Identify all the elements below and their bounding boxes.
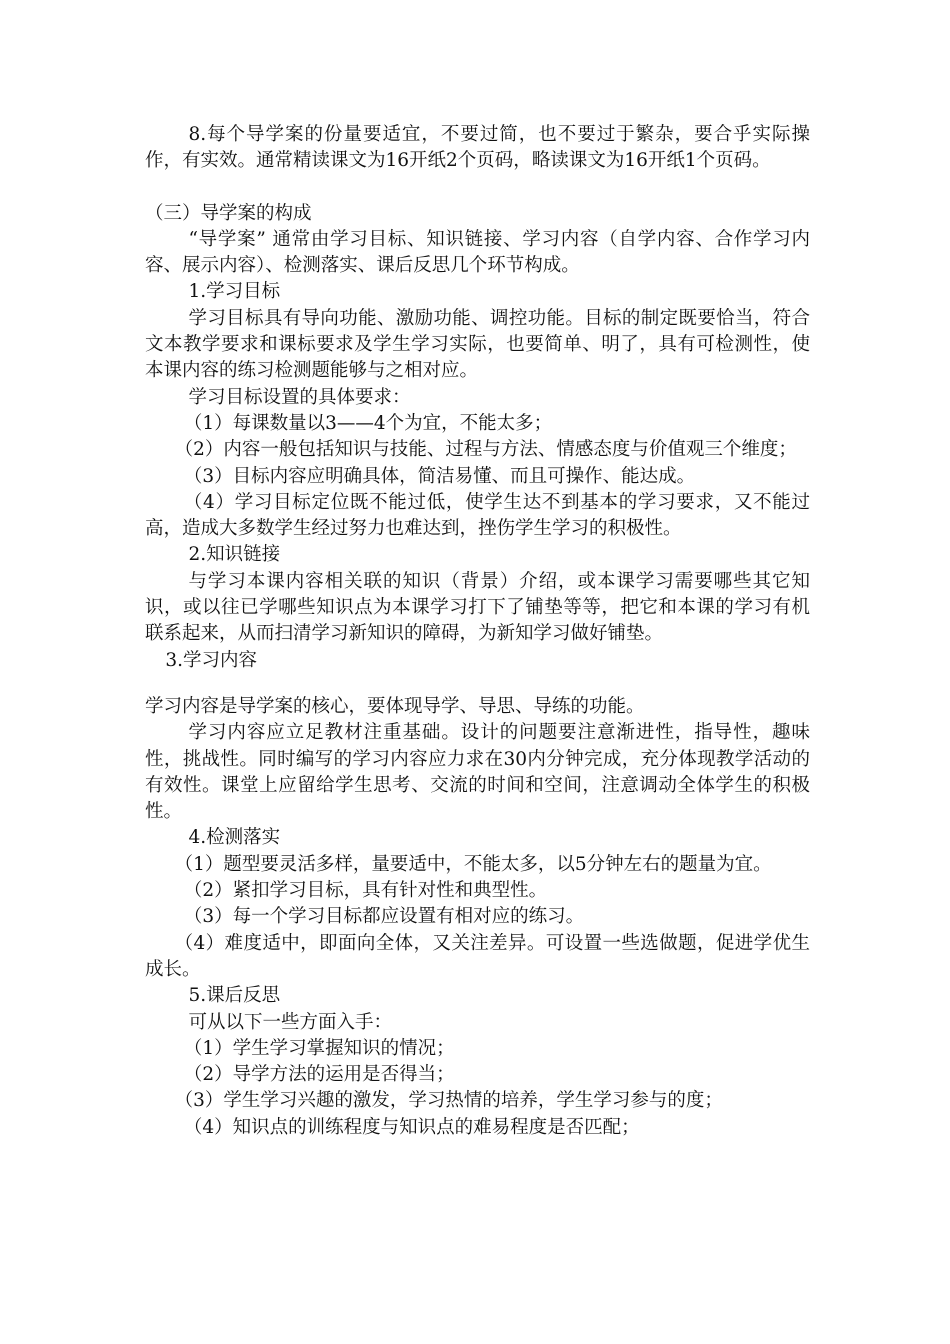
list-item-check-2: （2）紧扣学习目标，具有针对性和典型性。 (183, 880, 548, 902)
subheading-reflection: 5.课后反思 (188, 985, 281, 1007)
document-page (145, 122, 810, 1141)
list-item-goal-4: （4）学习目标定位既不能过低，使学生达不到基本的学习要求，又不能过高，造成大多数学生经过努力也难达到，挫伤学生学习的积极性。 (145, 491, 810, 540)
paragraph-structure-intro: “导学案” 通常由学习目标、知识链接、学习内容（自学内容、合作学习内容、展示内容）、检测落实、课后反思几个环节构成。 (145, 228, 810, 277)
paragraph-content-core: 学习内容是导学案的核心，要体现导学、导思、导练的功能。 (145, 695, 645, 717)
paragraph-goals-function: 学习目标具有导向功能、激励功能、调控功能。目标的制定既要恰当，符合文本教学要求和课标要求及学生学习实际，也要简单、明了，具有可检测性，使本课内容的练习检测题能够与之相对应。 (145, 307, 810, 382)
subheading-knowledge-link: 2.知识链接 (188, 544, 281, 566)
list-item-goal-1: （1）每课数量以3——4个为宜，不能太多； (183, 412, 553, 434)
list-item-reflection-4: （4）知识点的训练程度与知识点的难易程度是否匹配； (183, 1116, 640, 1138)
paragraph-goals-requirements: 学习目标设置的具体要求： (188, 386, 411, 408)
list-item-check-1: （1）题型要灵活多样，量要适中，不能太多，以5分钟左右的题量为宜。 (174, 853, 772, 875)
paragraph-size-rule: 8.每个导学案的份量要适宜，不要过简，也不要过于繁杂，要合乎实际操作，有实效。通常精读课文为16开纸2个页码，略读课文为16开纸1个页码。 (145, 124, 810, 172)
list-item-goal-2: （2）内容一般包括知识与技能、过程与方法、情感态度与价值观三个维度； (174, 439, 797, 461)
paragraph-content-design: 学习内容应立足教材注重基础。设计的问题要注意渐进性，指导性，趣味性，挑战性。同时编写的学习内容应力求在30内分钟完成，充分体现教学活动的有效性。课堂上应留给学生思考、交流的时间和空间，注意调动全体学生的积极性。 (145, 722, 810, 823)
paragraph-reflection-intro: 可从以下一些方面入手： (188, 1011, 392, 1033)
section-heading-structure: （三）导学案的构成 (145, 202, 312, 224)
list-item-reflection-1: （1）学生学习掌握知识的情况； (183, 1037, 455, 1059)
list-item-check-3: （3）每一个学习目标都应设置有相对应的练习。 (183, 906, 585, 928)
list-item-goal-3: （3）目标内容应明确具体，简洁易懂、而且可操作、能达成。 (183, 465, 696, 487)
list-item-reflection-3: （3）学生学习兴趣的激发，学习热情的培养，学生学习参与的度； (174, 1090, 723, 1112)
list-item-check-4: （4）难度适中，即面向全体，又关注差异。可设置一些选做题，促进学优生成长。 (145, 932, 810, 980)
subheading-learning-content: 3.学习内容 (165, 649, 257, 671)
subheading-learning-goals: 1.学习目标 (188, 281, 281, 303)
subheading-check: 4.检测落实 (188, 827, 281, 849)
paragraph-knowledge-link: 与学习本课内容相关联的知识（背景）介绍，或本课学习需要哪些其它知识，或以往已学哪些知识点为本课学习打下了铺垫等等，把它和本课的学习有机联系起来，从而扫清学习新知识的障碍，为新知学习做好铺垫。 (145, 570, 810, 645)
list-item-reflection-2: （2）导学方法的运用是否得当； (183, 1064, 455, 1086)
